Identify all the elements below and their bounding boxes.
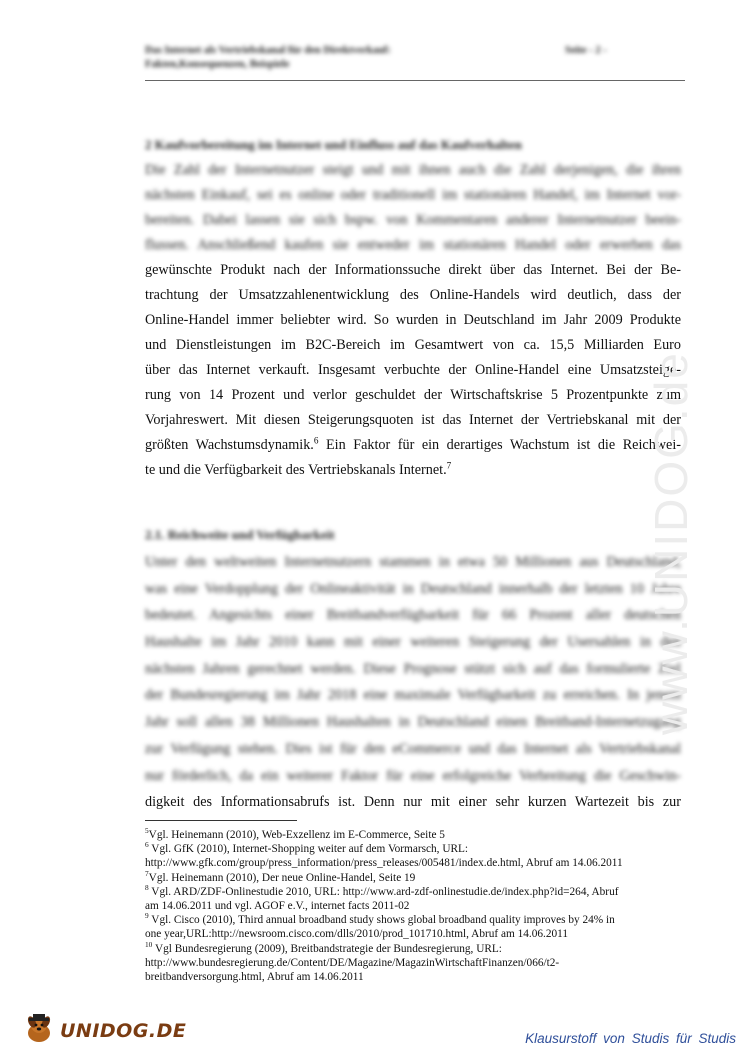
text-fragment: größten Wachstumsdynamik. (145, 437, 314, 453)
text-line: Online-Handel immer beliebter wird. So wurden in Deutschland im Jahr 2009 Produkte (145, 312, 681, 328)
footnote-number: 6 (145, 840, 149, 850)
footnote-ref-7[interactable]: 7 (446, 460, 452, 471)
text-line: was eine Verdopplung der Onlineaktivität in Deutschland innerhalb der letzten 10 Jahre (145, 580, 681, 597)
footnote-text[interactable]: http://www.gfk.com/group/press_information/press_releases/005481/index.de.html, Abruf am 14.06.2011 (145, 857, 623, 870)
header-title-line-1: Das Internet als Vertriebskanal für den Direktverkauf: (145, 45, 391, 56)
text-line: nur förderlich, da ein weiterer Faktor für eine erfolgreiche Verbreitung die Geschwin- (145, 767, 681, 784)
text-fragment: te und die Verfügbarkeit des Vertriebskanals Internet. (145, 462, 447, 478)
text-line-fn7 (145, 458, 681, 483)
dog-icon (22, 1014, 56, 1049)
text-line: nächsten Jahren gerechnet werden. Diese Prognose stützt sich auf das formulierte Ziel (145, 660, 681, 677)
footnotes (145, 828, 685, 984)
footnote-10-cont (145, 970, 685, 984)
text-line: und Dienstleistungen im B2C-Bereich im Gesamtwert von ca. 15,5 Milliarden Euro (145, 337, 681, 353)
footnote-9 (145, 913, 685, 927)
footnote-7 (145, 868, 685, 885)
footnote-text: Vgl Bundesregierung (2009), Breitbandstrategie der Bundesregierung, URL: (152, 942, 502, 955)
text-line: Unter den weltweiten Internetnutzern stammen in etwa 50 Millionen aus Deutschland, (145, 554, 681, 570)
footnote-text: am 14.06.2011 und vgl. AGOF e.V., internet facts 2011-02 (145, 900, 410, 913)
logo-text: UNIDOG.DE (60, 1020, 187, 1042)
footnote-text: breitbandversorgung.html, Abruf am 14.06.2011 (145, 971, 364, 984)
header-divider (145, 80, 685, 81)
footnote-number: 7 (145, 868, 149, 878)
text-fragment: Ein Faktor für ein derartiges Wachstum ist die Reichwei- (318, 437, 681, 453)
footnote-6-url[interactable] (145, 856, 685, 870)
footnote-divider (145, 820, 297, 821)
text-line: der Bundesregierung im Jahr 2018 eine maximale Verfügbarkeit zu erreichen. In jenem (145, 687, 681, 704)
footnote-text: Vgl. Heinemann (2010), Der neue Online-Handel, Seite 19 (148, 871, 416, 884)
footnote-10-url[interactable] (145, 956, 685, 970)
text-line: Jahr soll allen 38 Millionen Haushalten in Deutschland einen Breitband-Internetzugang (145, 714, 681, 731)
footer-slogan: Klausurstoff von Studis für Studis (525, 1031, 736, 1046)
footnote-8-cont (145, 899, 685, 913)
section-2-paragraph (145, 158, 681, 483)
footnote-text[interactable]: http://www.bundesregierung.de/Content/DE/Magazine/MagazinWirtschaftFinanzen/066/t2- (145, 956, 560, 969)
text-line: nächsten Einkauf, sei es online oder traditionell im stationären Handel, im Internet vor- (145, 187, 681, 203)
footnote-text: Vgl. ARD/ZDF-Onlinestudie 2010, URL: http://www.ard-zdf-onlinestudie.de/index.php?id=264, Abruf (148, 885, 619, 898)
footnote-text: Vgl. Cisco (2010), Third annual broadband study shows global broadband quality improves by 24% in (148, 914, 615, 927)
watermark: www.UNIDOG.de (645, 351, 697, 735)
text-line: Vorjahreswert. Mit diesen Steigerungsquoten ist das Internet der Vertriebskanal mit der (145, 412, 681, 428)
footnote-text: Vgl. GfK (2010), Internet-Shopping weiter auf dem Vormarsch, URL: (148, 843, 469, 856)
section-heading-2-1: 2.1. Reichweite und Verfügbarkeit (145, 527, 335, 542)
unidog-logo[interactable] (22, 1015, 186, 1047)
text-line: rung von 14 Prozent und verlor geschuldet der Wirtschaftskrise 5 Prozentpunkte zum (145, 387, 681, 403)
footnote-number: 10 (145, 939, 153, 949)
footnote-5 (145, 828, 685, 842)
header-page-number: Seite - 2 - (565, 45, 607, 56)
text-line: bereiten. Dabei lassen sie sich bspw. von Kommentaren anderer Internetnutzer beein- (145, 212, 681, 228)
footnote-9-cont (145, 927, 685, 941)
text-line: flussen. Anschließend kaufen sie entweder im stationären Handel oder erwerben das (145, 237, 681, 253)
text-line: zur Verfügung stehen. Dies ist für den eCommerce und das Internet als Vertriebskanal (145, 740, 681, 757)
text-line: über das Internet verkauft. Insgesamt verbuchte der Online-Handel eine Umsatzsteige- (145, 362, 681, 378)
footnote-text: one year,URL:http://newsroom.cisco.com/dlls/2010/prod_101710.html, Abruf am 14.06.2011 (145, 928, 569, 941)
footnote-ref-6[interactable]: 6 (313, 435, 319, 446)
header-title (145, 44, 475, 72)
text-line: gewünschte Produkt nach der Informationssuche direkt über das Internet. Bei der Be- (145, 262, 681, 278)
text-line: digkeit des Informationsabrufs ist. Denn nur mit einer sehr kurzen Wartezeit bis zur (145, 794, 681, 811)
footnote-8 (145, 885, 685, 899)
footnote-10 (145, 939, 685, 956)
footnote-text: Vgl. Heinemann (2010), Web-Exzellenz im E-Commerce, Seite 5 (148, 829, 445, 841)
footnote-number: 5 (145, 826, 149, 836)
footnote-number: 8 (145, 883, 149, 893)
text-line-fn6 (145, 433, 681, 458)
text-line: trachtung der Umsatzzahlenentwicklung des Online-Handels wird deutlich, dass der (145, 287, 681, 303)
footnote-number: 9 (145, 911, 149, 921)
header-title-line-2: Fakten,Konsequenzen, Beispiele (145, 59, 290, 70)
text-line: Die Zahl der Internetnutzer steigt und mit ihnen auch die Zahl derjenigen, die ihren (145, 162, 681, 178)
section-2-1-paragraph (145, 549, 681, 816)
text-line: Haushalte im Jahr 2010 kann mit einer weiteren Steigerung der Usersahlen in den (145, 634, 681, 651)
footnote-6 (145, 842, 685, 856)
text-line: bedeutet. Angesichts einer Breitbandverfügbarkeit für 66 Prozent aller deutschen (145, 607, 681, 624)
section-heading-2: 2 Kaufvorbereitung im Internet und Einfluss auf das Kaufverhalten (145, 137, 522, 152)
